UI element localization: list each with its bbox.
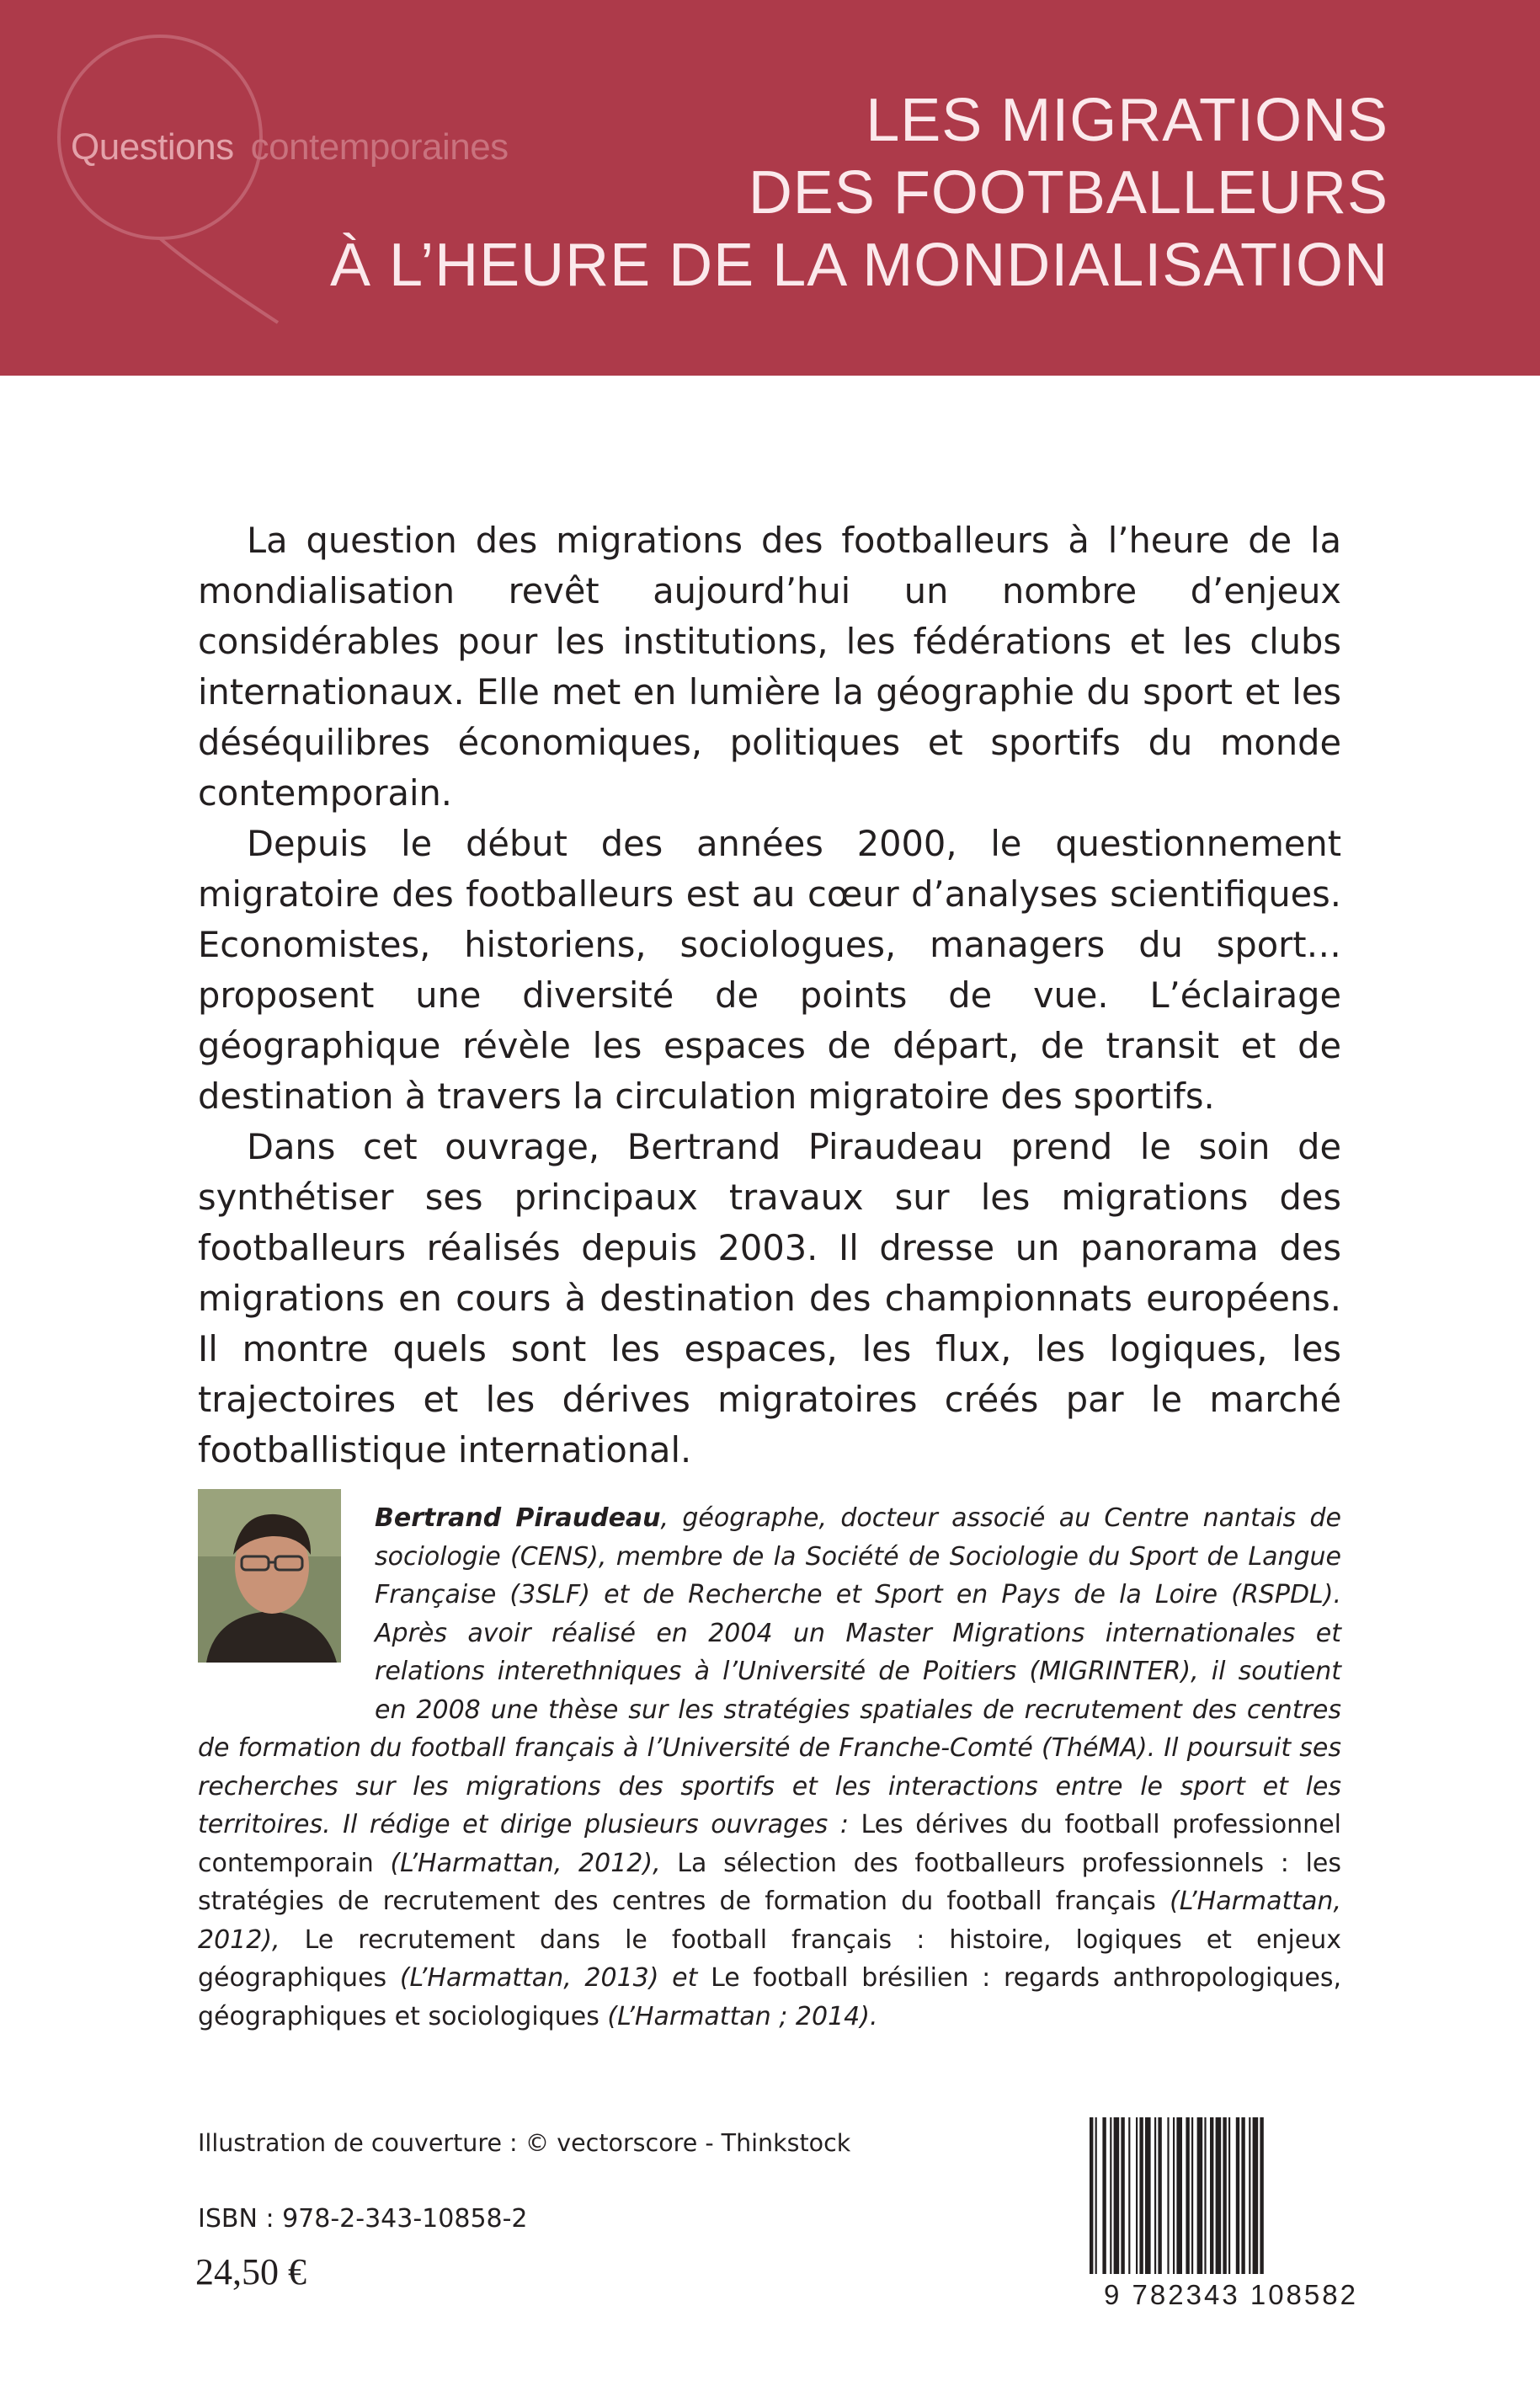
bio-text: , géographe, docteur associé au Centre nantais de sociologie (CENS), membre de la Société de Sociologie du Sport de Langue Française (3SLF) et de Recherche et Sport en Pays de la Loire (RSPDL). Après avoir réalisé en 2004 un Master Migrations internationales et relations interethniques à l’Université de Poitiers (MIGRINTER), il soutient en 2008 une thèse sur les stratégies spatiales de recrutement des centres de formation du football français à l’Université de Franche-Comté (ThéMA). Il poursuit ses recherches sur les migrations des sportifs et les interactions entre le sport et les territoires. Il rédige et dirige plusieurs ouvrages : bbox=[198, 1503, 1341, 1839]
book-title-3: Le recrutement dans le football français : histoire, logiques et enjeux géographiques bbox=[198, 1924, 1342, 1993]
author-name: Bertrand Piraudeau bbox=[375, 1503, 661, 1533]
author-bio bbox=[198, 1499, 1341, 2036]
book-title-4: Le football brésilien : regards anthropologiques, géographiques et sociologiques bbox=[198, 1963, 1342, 2031]
book-title-2: La sélection des footballeurs professionnels : les stratégies de recrutement des centres de formation du football français bbox=[198, 1848, 1341, 1916]
book-publisher-2: (L’Harmattan, 2012), bbox=[198, 1887, 1341, 1955]
q-letter-logo bbox=[34, 15, 286, 335]
book-title-1: Les dérives du football professionnel contemporain bbox=[198, 1810, 1341, 1878]
isbn: ISBN : 978-2-343-10858-2 bbox=[198, 2204, 528, 2234]
book-publisher-4: (L’Harmattan ; 2014). bbox=[599, 2001, 878, 2031]
book-title bbox=[330, 84, 1388, 302]
back-cover-blurb bbox=[198, 515, 1341, 1476]
blurb-paragraph: Dans cet ouvrage, Bertrand Piraudeau prend le soin de synthétiser ses principaux travaux sur les migrations des footballeurs réalisés depuis 2003. Il dresse un panorama des migrations en cours à destination des championnats européens. Il montre quels sont les espaces, les flux, les logiques, les trajectoires et les dérives migratoires créés par le marché footballistique international. bbox=[198, 1126, 1341, 1471]
price: 24,50 € bbox=[195, 2251, 306, 2293]
barcode bbox=[1083, 2117, 1379, 2311]
book-publisher-3: (L’Harmattan, 2013) et bbox=[386, 1963, 711, 1993]
book-publisher-1: (L’Harmattan, 2012), bbox=[373, 1848, 678, 1878]
series-word-1: Questions bbox=[71, 126, 234, 168]
title-line-1: LES MIGRATIONS bbox=[866, 87, 1388, 154]
header-band bbox=[0, 0, 1540, 376]
title-line-2: DES FOOTBALLEURS bbox=[748, 159, 1388, 227]
series-word-2: contemporaines bbox=[250, 126, 509, 168]
title-line-3: À L’HEURE DE LA MONDIALISATION bbox=[330, 232, 1388, 299]
blurb-paragraph: Depuis le début des années 2000, le questionnement migratoire des footballeurs est au cœur d’analyses scientifiques. Economistes, historiens, sociologues, managers du sport… proposent une diversité de points de vue. L’éclairage géographique révèle les espaces de départ, de transit et de destination à travers la circulation migratoire des sportifs. bbox=[198, 823, 1341, 1117]
cover-credit: Illustration de couverture : © vectorscore - Thinkstock bbox=[198, 2129, 851, 2157]
blurb-paragraph: La question des migrations des footballeurs à l’heure de la mondialisation revêt aujourd’hui un nombre d’enjeux considérables pour les institutions, les fédérations et les clubs internationaux. Elle met en lumière la géographie du sport et les déséquilibres économiques, politiques et sportifs du monde contemporain. bbox=[198, 520, 1341, 814]
barcode-digits: 9 782343 108582 bbox=[1104, 2279, 1358, 2310]
